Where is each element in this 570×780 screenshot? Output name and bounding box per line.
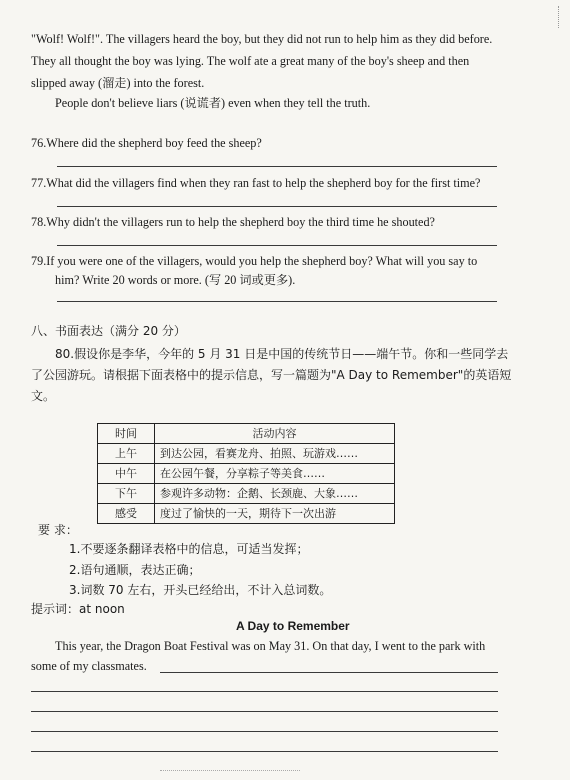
activity-table (97, 423, 395, 524)
answer-line-79[interactable] (57, 301, 497, 302)
story-line-2: They all thought the boy was lying. The wolf ate a great many of the boy's sheep and then (31, 54, 470, 68)
row-time: 下午 (98, 484, 155, 504)
header-content: 活动内容 (155, 424, 395, 444)
answer-line-78[interactable] (57, 245, 497, 246)
prompt-line-3: 文。 (31, 389, 56, 403)
footer-smudge (160, 770, 300, 774)
section-heading: 八、书面表达（满分 20 分） (31, 324, 186, 338)
row-time: 感受 (98, 504, 155, 524)
essay-opening-line-2: some of my classmates. (31, 659, 147, 673)
writing-line[interactable] (31, 711, 498, 712)
writing-line[interactable] (160, 672, 498, 673)
row-content: 度过了愉快的一天，期待下一次出游 (155, 504, 395, 524)
question-78: 78.Why didn't the villagers run to help the shepherd boy the third time he shouted? (31, 215, 435, 229)
requirements-label: 要 求： (38, 523, 78, 537)
writing-line[interactable] (31, 731, 498, 732)
prompt-line-1: 80.假设你是李华，今年的 5 月 31 日是中国的传统节日——端午节。你和一些同学去 (55, 347, 509, 361)
table-header-row (98, 424, 395, 444)
row-time: 中午 (98, 464, 155, 484)
story-line-4: People don't believe liars (说谎者) even when they tell the truth. (55, 96, 371, 110)
row-time: 上午 (98, 444, 155, 464)
table-row (98, 444, 395, 464)
story-line-3: slipped away (溜走) into the forest. (31, 76, 205, 90)
question-77: 77.What did the villagers find when they ran fast to help the shepherd boy for the first time? (31, 176, 481, 190)
question-76: 76.Where did the shepherd boy feed the sheep? (31, 136, 262, 150)
table-row (98, 504, 395, 524)
prompt-line-2: 了公园游玩。请根据下面表格中的提示信息，写一篇题为"A Day to Remember"的英语短 (31, 368, 512, 382)
row-content: 参观许多动物：企鹅、长颈鹿、大象…… (155, 484, 395, 504)
header-time: 时间 (98, 424, 155, 444)
hint-words: 提示词：at noon (31, 602, 125, 616)
table-row (98, 464, 395, 484)
table-row (98, 484, 395, 504)
row-content: 到达公园，看赛龙舟、拍照、玩游戏…… (155, 444, 395, 464)
essay-opening-line-1: This year, the Dragon Boat Festival was on May 31. On that day, I went to the park with (55, 639, 486, 653)
requirement-1: 1.不要逐条翻译表格中的信息，可适当发挥； (69, 542, 309, 556)
writing-line[interactable] (31, 691, 498, 692)
question-79-line-2: him? Write 20 words or more. (写 20 词或更多). (55, 273, 296, 287)
question-79-line-1: 79.If you were one of the villagers, would you help the shepherd boy? What will you say to (31, 254, 478, 268)
row-content: 在公园午餐，分享粽子等美食…… (155, 464, 395, 484)
page-edge-mark (558, 6, 560, 28)
answer-line-77[interactable] (57, 206, 497, 207)
story-line-1: "Wolf! Wolf!". The villagers heard the boy, but they did not run to help him as they did before. (31, 32, 493, 46)
writing-line[interactable] (31, 751, 498, 752)
essay-title: A Day to Remember (236, 619, 350, 633)
requirement-3: 3.词数 70 左右，开头已经给出，不计入总词数。 (69, 583, 332, 597)
requirement-2: 2.语句通顺，表达正确； (69, 563, 201, 577)
answer-line-76[interactable] (57, 166, 497, 167)
